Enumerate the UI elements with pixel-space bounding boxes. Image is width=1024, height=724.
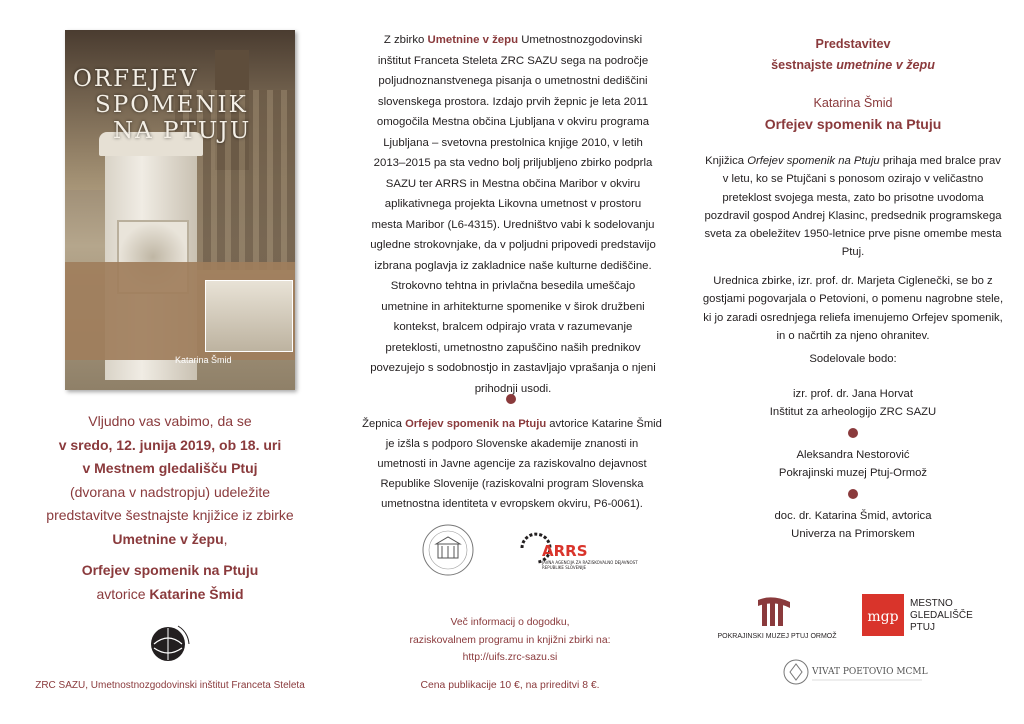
cover-author: Katarina Šmid bbox=[175, 355, 232, 365]
pokrajinski-muzej-logo-icon bbox=[702, 596, 852, 642]
separator-dot bbox=[848, 489, 858, 499]
middle-panel bbox=[340, 0, 682, 724]
website-link[interactable]: http://uifs.zrc-sazu.si bbox=[462, 652, 558, 663]
svg-text:mgp: mgp bbox=[867, 609, 899, 625]
book-cover-image bbox=[65, 30, 295, 390]
book-author: Katarina Šmid bbox=[813, 96, 893, 110]
theatre-photo bbox=[205, 280, 293, 352]
svg-text:POKRAJINSKI MUZEJ PTUJ ORMOŽ: POKRAJINSKI MUZEJ PTUJ ORMOŽ bbox=[717, 633, 837, 640]
more-info: Več informacij o dogodku, raziskovalnem programu in knjižni zbirki na: http://uifs.zrc-sazu.si bbox=[360, 614, 660, 667]
book-title: Orfejev spomenik na Ptuju bbox=[764, 116, 942, 132]
vivat-poetovio-logo-icon bbox=[782, 652, 932, 692]
institute-footer: ZRC SAZU, Umetnostnozgodovinski inštitut Franceta Steleta bbox=[35, 680, 305, 691]
svg-text:JAVNA AGENCIJA ZA RAZISKOVALNO: JAVNA AGENCIJA ZA RAZISKOVALNO DEJAVNOST bbox=[542, 560, 638, 565]
support-text: Žepnica Orfejev spomenik na Ptuju avtorice Katarine Šmid je izšla s podporo Slovenske akademije znanosti in umetnosti in Javne agencije za raziskovalno dejavnost Republike Slovenije (raziskovalni program Slovenska umetnostna identiteta v evropskem okviru, P6-0061). bbox=[362, 418, 662, 510]
svg-text:MESTNO: MESTNO bbox=[910, 598, 953, 609]
svg-text:REPUBLIKE SLOVENIJE: REPUBLIKE SLOVENIJE bbox=[542, 565, 587, 570]
right-panel bbox=[682, 0, 1024, 724]
cover-title: ORFEJEV SPOMENIK NA PTUJU bbox=[73, 66, 252, 144]
participant-entry: Aleksandra Nestorović Pokrajinski muzej Ptuj-Ormož bbox=[778, 449, 928, 480]
sazu-seal-icon bbox=[420, 522, 476, 578]
participant-entry: izr. prof. dr. Jana Horvat Inštitut za arheologijo ZRC SAZU bbox=[769, 388, 937, 419]
svg-text:PTUJ: PTUJ bbox=[910, 622, 935, 633]
participants-label: Sodelovale bodo: bbox=[809, 353, 897, 365]
svg-text:VIVAT POETOVIO MCML: VIVAT POETOVIO MCML bbox=[812, 667, 928, 677]
collection-description: Z zbirko Umetnine v žepu Umetnostnozgodovinski inštitut Franceta Steleta ZRC SAZU sega na področje poljudnoznanstvenega pisanja o umetnostni dediščini slovenskega prostora. Izdajo prvih žepnic je leta 2011 omogočila Mestna občina Ljubljana v okviru programa Ljubljana – svetovna prestolnica knjige 2010, v letih 2013–2015 pa sta vedno bolj priljubljeno zbirko podprla SAZU ter ARRS in Mestna občina Maribor v okviru aplikativnega projekta Likovna umetnost v prostoru mesta Maribor (L6-4315). Uredništvo vabi k sodelovanju ugledne strokovnjake, da v poljudni pripovedi predstavijo izbrana poglavja iz zakladnice naše kulturne dediščine. Strokovno tehtna in privlačna besedila umeščajo umetnine in arhitekturne spomenike v širok družbeni kontekst, bralcem odpirajo vrata v razumevanje preteklosti, umetnostno zapuščino naših prednikov povezujejo s sodobnostjo in zastavljajo vprašanja o njeni prihodnji usodi. bbox=[370, 34, 656, 395]
presentation-heading: Predstavitev šestnajste umetnine v žepu bbox=[771, 37, 935, 72]
participant-entry: doc. dr. Katarina Šmid, avtorica Univerza na Primorskem bbox=[774, 510, 932, 541]
editor-paragraph: Urednica zbirke, izr. prof. dr. Marjeta Ciglenečki, se bo z gostjami pogovarjala o Petovioni, o pomenu nagrobne stele, ki jo zaradi osrednjega reliefa imenujemo Orfejev spomenik, in o načrtih za njeno ohranitev. bbox=[702, 275, 1004, 342]
price-note: Cena publikacije 10 €, na prireditvi 8 €. bbox=[420, 680, 600, 691]
arrs-logo-icon bbox=[518, 526, 638, 574]
separator-dot bbox=[506, 394, 516, 404]
intro-paragraph: Knjižica Orfejev spomenik na Ptuju prihaja med bralce prav v letu, ko se Ptujčani s ponosom ozirajo v veličastno preteklost svojega mesta, zato bo prisotne uvodoma pozdravil gospod Andrej Klasinc, predsednik programskega sveta za obeležitev 1950-letnice prve pisne omembe mesta Ptuj. bbox=[704, 155, 1002, 259]
svg-text:ARRS: ARRS bbox=[542, 542, 588, 560]
svg-text:GLEDALIŠČE: GLEDALIŠČE bbox=[910, 610, 973, 621]
separator-dot bbox=[848, 428, 858, 438]
invitation-text: Vljudno vas vabimo, da se v sredo, 12. junija 2019, ob 18. uri v Mestnem gledališču Ptuj (dvorana v nadstropju) udeležite predstavitve šestnajste knjižice iz zbirke Umetnine v žepu, Orfejev spomenik na Ptuju avtorice Katarine Šmid bbox=[46, 413, 294, 602]
zrc-sazu-logo-icon bbox=[148, 622, 192, 666]
mestno-gledalisce-logo-icon bbox=[862, 594, 982, 636]
left-panel bbox=[0, 0, 340, 724]
